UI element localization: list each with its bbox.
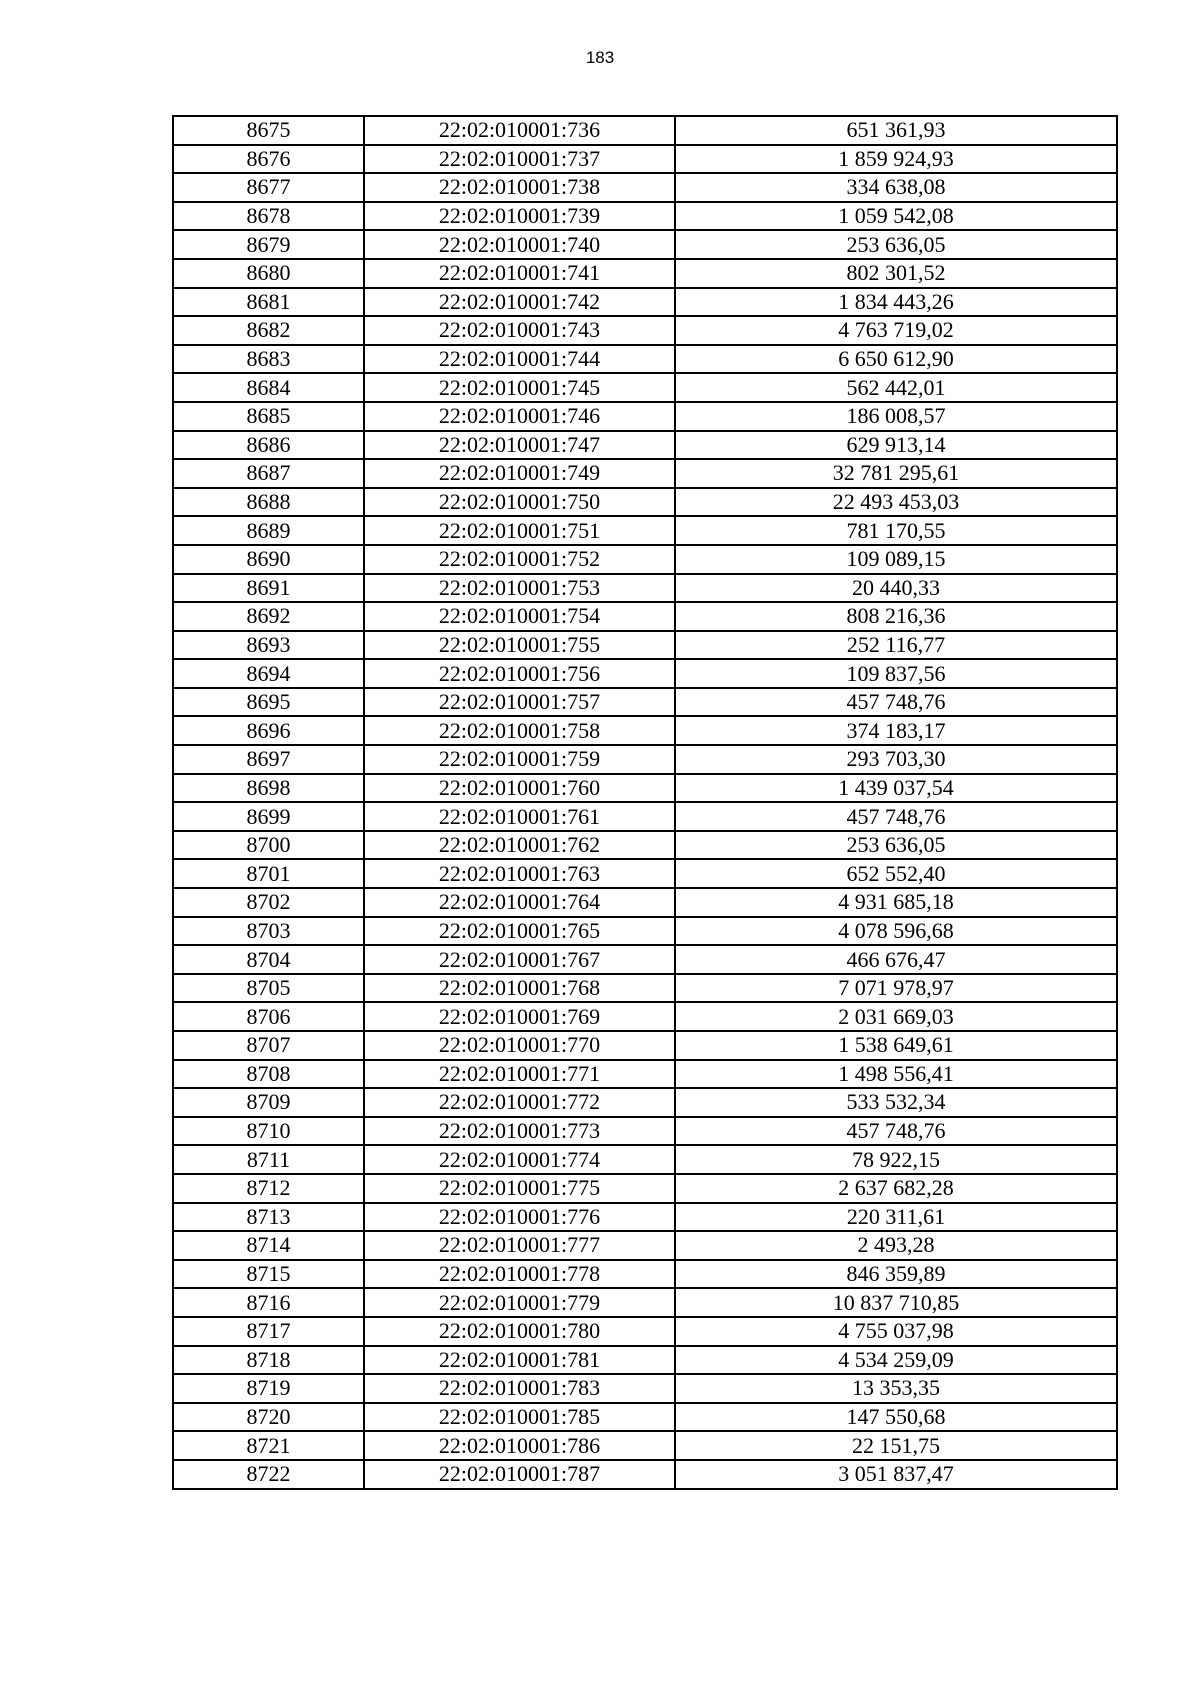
table-row — [173, 774, 1117, 803]
cadastral-number-cell: 22:02:010001:756 — [364, 659, 675, 688]
row-number-cell: 8699 — [173, 802, 364, 831]
cadastral-number-cell: 22:02:010001:749 — [364, 459, 675, 488]
table-row — [173, 316, 1117, 345]
cadastral-number-cell: 22:02:010001:781 — [364, 1346, 675, 1375]
table-row — [173, 230, 1117, 259]
cadastral-number-cell: 22:02:010001:769 — [364, 1002, 675, 1031]
value-cell: 652 552,40 — [675, 859, 1117, 888]
row-number-cell: 8717 — [173, 1317, 364, 1346]
value-cell: 109 089,15 — [675, 545, 1117, 574]
cadastral-number-cell: 22:02:010001:745 — [364, 373, 675, 402]
cadastral-number-cell: 22:02:010001:780 — [364, 1317, 675, 1346]
table-row — [173, 631, 1117, 660]
table-row — [173, 459, 1117, 488]
row-number-cell: 8721 — [173, 1431, 364, 1460]
cadastral-number-cell: 22:02:010001:787 — [364, 1460, 675, 1489]
row-number-cell: 8720 — [173, 1403, 364, 1432]
value-cell: 1 859 924,93 — [675, 145, 1117, 174]
row-number-cell: 8691 — [173, 574, 364, 603]
row-number-cell: 8685 — [173, 402, 364, 431]
cadastral-number-cell: 22:02:010001:743 — [364, 316, 675, 345]
cadastral-number-cell: 22:02:010001:751 — [364, 516, 675, 545]
table-row — [173, 1174, 1117, 1203]
row-number-cell: 8689 — [173, 516, 364, 545]
value-cell: 1 538 649,61 — [675, 1031, 1117, 1060]
value-cell: 220 311,61 — [675, 1203, 1117, 1232]
row-number-cell: 8719 — [173, 1374, 364, 1403]
row-number-cell: 8678 — [173, 202, 364, 231]
value-cell: 109 837,56 — [675, 659, 1117, 688]
cadastral-number-cell: 22:02:010001:737 — [364, 145, 675, 174]
row-number-cell: 8715 — [173, 1260, 364, 1289]
row-number-cell: 8683 — [173, 345, 364, 374]
row-number-cell: 8676 — [173, 145, 364, 174]
table-row — [173, 1346, 1117, 1375]
row-number-cell: 8693 — [173, 631, 364, 660]
row-number-cell: 8722 — [173, 1460, 364, 1489]
cadastral-number-cell: 22:02:010001:777 — [364, 1231, 675, 1260]
value-cell: 253 636,05 — [675, 230, 1117, 259]
value-cell: 4 755 037,98 — [675, 1317, 1117, 1346]
table-row — [173, 1288, 1117, 1317]
value-cell: 1 439 037,54 — [675, 774, 1117, 803]
value-cell: 2 031 669,03 — [675, 1002, 1117, 1031]
table-row — [173, 1460, 1117, 1489]
row-number-cell: 8700 — [173, 831, 364, 860]
table-row — [173, 173, 1117, 202]
cadastral-number-cell: 22:02:010001:739 — [364, 202, 675, 231]
row-number-cell: 8705 — [173, 974, 364, 1003]
value-cell: 781 170,55 — [675, 516, 1117, 545]
cadastral-number-cell: 22:02:010001:768 — [364, 974, 675, 1003]
row-number-cell: 8682 — [173, 316, 364, 345]
cadastral-number-cell: 22:02:010001:765 — [364, 917, 675, 946]
value-cell: 22 493 453,03 — [675, 488, 1117, 517]
page-number: 183 — [585, 48, 615, 67]
value-cell: 457 748,76 — [675, 1117, 1117, 1146]
cadastral-number-cell: 22:02:010001:773 — [364, 1117, 675, 1146]
table-row — [173, 1117, 1117, 1146]
row-number-cell: 8677 — [173, 173, 364, 202]
cadastral-number-cell: 22:02:010001:755 — [364, 631, 675, 660]
value-cell: 1 498 556,41 — [675, 1060, 1117, 1089]
cadastral-number-cell: 22:02:010001:741 — [364, 259, 675, 288]
cadastral-number-cell: 22:02:010001:764 — [364, 888, 675, 917]
cadastral-number-cell: 22:02:010001:767 — [364, 945, 675, 974]
row-number-cell: 8712 — [173, 1174, 364, 1203]
value-cell: 13 353,35 — [675, 1374, 1117, 1403]
table-row — [173, 1031, 1117, 1060]
table-row — [173, 373, 1117, 402]
table-row — [173, 1431, 1117, 1460]
row-number-cell: 8695 — [173, 688, 364, 717]
value-cell: 32 781 295,61 — [675, 459, 1117, 488]
value-cell: 802 301,52 — [675, 259, 1117, 288]
table-row — [173, 974, 1117, 1003]
value-cell: 808 216,36 — [675, 602, 1117, 631]
cadastral-number-cell: 22:02:010001:775 — [364, 1174, 675, 1203]
cadastral-number-cell: 22:02:010001:771 — [364, 1060, 675, 1089]
table-row — [173, 488, 1117, 517]
cadastral-number-cell: 22:02:010001:763 — [364, 859, 675, 888]
row-number-cell: 8698 — [173, 774, 364, 803]
table-row — [173, 945, 1117, 974]
value-cell: 20 440,33 — [675, 574, 1117, 603]
row-number-cell: 8696 — [173, 716, 364, 745]
value-cell: 10 837 710,85 — [675, 1288, 1117, 1317]
value-cell: 6 650 612,90 — [675, 345, 1117, 374]
table-row — [173, 516, 1117, 545]
value-cell: 533 532,34 — [675, 1088, 1117, 1117]
table-row — [173, 1088, 1117, 1117]
table-row — [173, 1145, 1117, 1174]
table-row — [173, 431, 1117, 460]
cadastral-number-cell: 22:02:010001:752 — [364, 545, 675, 574]
table-row — [173, 1374, 1117, 1403]
cadastral-number-cell: 22:02:010001:760 — [364, 774, 675, 803]
value-cell: 2 637 682,28 — [675, 1174, 1117, 1203]
row-number-cell: 8688 — [173, 488, 364, 517]
cadastral-number-cell: 22:02:010001:740 — [364, 230, 675, 259]
table-row — [173, 345, 1117, 374]
table-row — [173, 917, 1117, 946]
cadastral-number-cell: 22:02:010001:754 — [364, 602, 675, 631]
cadastral-number-cell: 22:02:010001:744 — [364, 345, 675, 374]
table-row — [173, 288, 1117, 317]
cadastral-number-cell: 22:02:010001:747 — [364, 431, 675, 460]
cadastral-number-cell: 22:02:010001:772 — [364, 1088, 675, 1117]
value-cell: 4 931 685,18 — [675, 888, 1117, 917]
cadastral-number-cell: 22:02:010001:742 — [364, 288, 675, 317]
table-row — [173, 888, 1117, 917]
value-cell: 4 078 596,68 — [675, 917, 1117, 946]
value-cell: 253 636,05 — [675, 831, 1117, 860]
value-cell: 457 748,76 — [675, 802, 1117, 831]
cadastral-number-cell: 22:02:010001:770 — [364, 1031, 675, 1060]
row-number-cell: 8697 — [173, 745, 364, 774]
row-number-cell: 8687 — [173, 459, 364, 488]
cadastral-number-cell: 22:02:010001:758 — [364, 716, 675, 745]
row-number-cell: 8679 — [173, 230, 364, 259]
row-number-cell: 8692 — [173, 602, 364, 631]
table-row — [173, 202, 1117, 231]
value-cell: 2 493,28 — [675, 1231, 1117, 1260]
table-row — [173, 745, 1117, 774]
cadastral-number-cell: 22:02:010001:774 — [364, 1145, 675, 1174]
table-row — [173, 1060, 1117, 1089]
table-row — [173, 145, 1117, 174]
value-cell: 374 183,17 — [675, 716, 1117, 745]
row-number-cell: 8686 — [173, 431, 364, 460]
cadastral-number-cell: 22:02:010001:778 — [364, 1260, 675, 1289]
value-cell: 562 442,01 — [675, 373, 1117, 402]
value-cell: 629 913,14 — [675, 431, 1117, 460]
table-row — [173, 716, 1117, 745]
table-row — [173, 859, 1117, 888]
row-number-cell: 8707 — [173, 1031, 364, 1060]
cadastral-number-cell: 22:02:010001:783 — [364, 1374, 675, 1403]
value-cell: 22 151,75 — [675, 1431, 1117, 1460]
value-cell: 457 748,76 — [675, 688, 1117, 717]
registry-table-body — [173, 116, 1117, 1489]
row-number-cell: 8694 — [173, 659, 364, 688]
cadastral-number-cell: 22:02:010001:759 — [364, 745, 675, 774]
row-number-cell: 8702 — [173, 888, 364, 917]
table-row — [173, 116, 1117, 145]
cadastral-number-cell: 22:02:010001:786 — [364, 1431, 675, 1460]
row-number-cell: 8704 — [173, 945, 364, 974]
row-number-cell: 8713 — [173, 1203, 364, 1232]
row-number-cell: 8711 — [173, 1145, 364, 1174]
row-number-cell: 8709 — [173, 1088, 364, 1117]
value-cell: 846 359,89 — [675, 1260, 1117, 1289]
value-cell: 651 361,93 — [675, 116, 1117, 145]
table-row — [173, 1002, 1117, 1031]
row-number-cell: 8716 — [173, 1288, 364, 1317]
table-row — [173, 1317, 1117, 1346]
row-number-cell: 8690 — [173, 545, 364, 574]
row-number-cell: 8681 — [173, 288, 364, 317]
value-cell: 3 051 837,47 — [675, 1460, 1117, 1489]
cadastral-number-cell: 22:02:010001:738 — [364, 173, 675, 202]
row-number-cell: 8684 — [173, 373, 364, 402]
row-number-cell: 8703 — [173, 917, 364, 946]
cadastral-number-cell: 22:02:010001:762 — [364, 831, 675, 860]
cadastral-number-cell: 22:02:010001:753 — [364, 574, 675, 603]
value-cell: 78 922,15 — [675, 1145, 1117, 1174]
row-number-cell: 8675 — [173, 116, 364, 145]
table-row — [173, 1231, 1117, 1260]
value-cell: 334 638,08 — [675, 173, 1117, 202]
cadastral-number-cell: 22:02:010001:736 — [364, 116, 675, 145]
table-row — [173, 1403, 1117, 1432]
row-number-cell: 8706 — [173, 1002, 364, 1031]
row-number-cell: 8718 — [173, 1346, 364, 1375]
row-number-cell: 8680 — [173, 259, 364, 288]
value-cell: 466 676,47 — [675, 945, 1117, 974]
cadastral-number-cell: 22:02:010001:757 — [364, 688, 675, 717]
value-cell: 147 550,68 — [675, 1403, 1117, 1432]
value-cell: 293 703,30 — [675, 745, 1117, 774]
table-row — [173, 602, 1117, 631]
table-row — [173, 1260, 1117, 1289]
row-number-cell: 8701 — [173, 859, 364, 888]
value-cell: 4 534 259,09 — [675, 1346, 1117, 1375]
value-cell: 4 763 719,02 — [675, 316, 1117, 345]
cadastral-number-cell: 22:02:010001:746 — [364, 402, 675, 431]
table-row — [173, 659, 1117, 688]
value-cell: 1 834 443,26 — [675, 288, 1117, 317]
cadastral-number-cell: 22:02:010001:750 — [364, 488, 675, 517]
table-row — [173, 545, 1117, 574]
value-cell: 7 071 978,97 — [675, 974, 1117, 1003]
value-cell: 1 059 542,08 — [675, 202, 1117, 231]
cadastral-number-cell: 22:02:010001:785 — [364, 1403, 675, 1432]
cadastral-number-cell: 22:02:010001:776 — [364, 1203, 675, 1232]
cadastral-number-cell: 22:02:010001:779 — [364, 1288, 675, 1317]
value-cell: 252 116,77 — [675, 631, 1117, 660]
table-row — [173, 259, 1117, 288]
row-number-cell: 8710 — [173, 1117, 364, 1146]
table-row — [173, 1203, 1117, 1232]
table-row — [173, 831, 1117, 860]
table-row — [173, 574, 1117, 603]
registry-table — [172, 115, 1118, 1490]
row-number-cell: 8714 — [173, 1231, 364, 1260]
table-row — [173, 688, 1117, 717]
row-number-cell: 8708 — [173, 1060, 364, 1089]
table-row — [173, 802, 1117, 831]
cadastral-number-cell: 22:02:010001:761 — [364, 802, 675, 831]
value-cell: 186 008,57 — [675, 402, 1117, 431]
table-row — [173, 402, 1117, 431]
